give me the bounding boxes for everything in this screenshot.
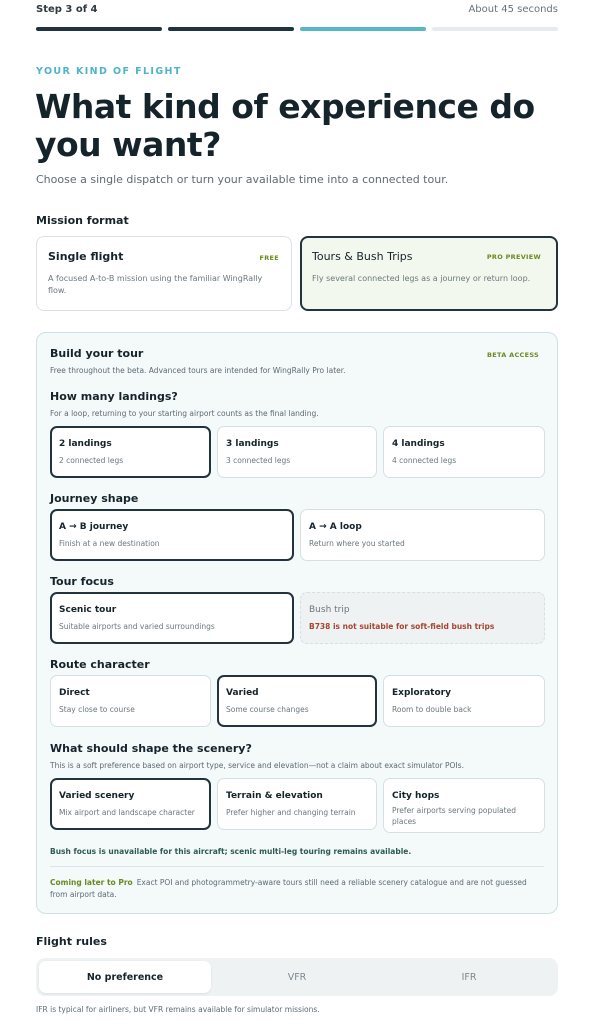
progress-bar — [36, 27, 558, 31]
scenery-title: What should shape the scenery? — [50, 742, 252, 755]
option-description: Suitable airports and varied surroundings — [59, 622, 215, 631]
progress-segment-2 — [168, 27, 294, 31]
route-option-exploratory[interactable] — [383, 675, 545, 727]
option-unavailable-reason: B738 is not suitable for soft-field bush trips — [309, 622, 495, 631]
scenery-option-terrain[interactable] — [217, 778, 377, 830]
landings-option-3[interactable] — [217, 426, 377, 478]
option-name: Bush trip — [309, 605, 350, 615]
option-name: 3 landings — [226, 439, 279, 449]
option-name: Scenic tour — [59, 605, 117, 615]
progress-segment-3 — [300, 27, 426, 31]
page-subtitle: Choose a single dispatch or turn your available time into a connected tour. — [36, 173, 449, 186]
landings-note: For a loop, returning to your starting airport counts as the final landing. — [50, 409, 319, 418]
flight-rule-ifr[interactable]: IFR — [461, 971, 477, 983]
step-label: Step 3 of 4 — [36, 4, 98, 15]
journey-shape-title: Journey shape — [50, 492, 139, 505]
coming-later-tag: Coming later to Pro — [50, 878, 133, 887]
coming-later-note — [50, 877, 545, 901]
option-description: Prefer higher and changing terrain — [226, 808, 356, 817]
landings-option-4[interactable] — [383, 426, 545, 478]
option-name: A → A loop — [309, 522, 362, 532]
scenery-note: This is a soft preference based on airport type, service and elevation—not a claim about exact simulator POIs. — [50, 761, 464, 770]
route-character-title: Route character — [50, 658, 150, 671]
option-name: City hops — [392, 791, 440, 801]
option-name: A → B journey — [59, 522, 129, 532]
flight-rules-footnote: IFR is typical for airliners, but VFR remains available for simulator missions. — [36, 1005, 320, 1014]
option-name: 4 landings — [392, 439, 445, 449]
route-option-direct[interactable] — [50, 675, 211, 727]
bush-unavailable-warning: Bush focus is unavailable for this aircraft; scenic multi-leg touring remains available. — [50, 847, 412, 856]
build-tour-title: Build your tour — [50, 347, 144, 360]
pro-preview-badge: PRO PREVIEW — [486, 253, 541, 261]
flight-rules-segmented-control — [36, 958, 558, 996]
option-description: Prefer airports serving populated places — [392, 806, 516, 826]
option-name: Direct — [59, 688, 90, 698]
format-name: Single flight — [48, 250, 124, 263]
option-description: 3 connected legs — [226, 456, 291, 465]
mission-format-title: Mission format — [36, 214, 129, 227]
option-description: Finish at a new destination — [59, 539, 160, 548]
option-description: Some course changes — [226, 705, 309, 714]
option-description: Return where you started — [309, 539, 405, 548]
eyebrow-label: YOUR KIND OF FLIGHT — [36, 66, 182, 77]
progress-segment-1 — [36, 27, 162, 31]
format-name: Tours & Bush Trips — [312, 250, 413, 263]
format-description: Fly several connected legs as a journey or return loop. — [312, 274, 531, 283]
shape-option-loop[interactable] — [300, 509, 545, 561]
option-name: 2 landings — [59, 439, 112, 449]
landings-option-2[interactable] — [50, 426, 211, 478]
format-description: A focused A-to-B mission using the familiar WingRally flow. — [48, 274, 263, 295]
beta-access-badge: BETA ACCESS — [487, 351, 539, 359]
flight-rule-no-preference[interactable]: No preference — [39, 961, 211, 993]
progress-header — [36, 4, 558, 18]
option-description: Stay close to course — [59, 705, 135, 714]
option-name: Exploratory — [392, 688, 451, 698]
option-name: Varied scenery — [59, 791, 135, 801]
build-tour-panel — [36, 332, 558, 914]
tour-focus-title: Tour focus — [50, 575, 114, 588]
focus-option-scenic[interactable] — [50, 592, 294, 644]
flight-rule-vfr[interactable]: VFR — [287, 971, 307, 983]
page-title: What kind of experience do you want? — [35, 87, 535, 164]
option-description: Room to double back — [392, 705, 472, 714]
build-tour-note: Free throughout the beta. Advanced tours are intended for WingRally Pro later. — [50, 366, 346, 375]
format-single-flight[interactable] — [36, 236, 292, 311]
option-name: Terrain & elevation — [226, 791, 323, 801]
option-name: Varied — [226, 688, 259, 698]
option-description: 2 connected legs — [59, 456, 124, 465]
option-description: Mix airport and landscape character — [59, 808, 195, 817]
format-tours-bush-trips[interactable] — [300, 236, 558, 311]
divider — [50, 866, 544, 867]
flight-rules-title: Flight rules — [36, 935, 107, 948]
scenery-option-city-hops[interactable] — [383, 778, 545, 833]
option-description: 4 connected legs — [392, 456, 457, 465]
route-option-varied[interactable] — [217, 675, 377, 727]
focus-option-bush-trip — [300, 592, 545, 644]
shape-option-a-to-b[interactable] — [50, 509, 294, 561]
landings-title: How many landings? — [50, 390, 178, 403]
eta-label: About 45 seconds — [468, 4, 558, 15]
free-badge: FREE — [259, 254, 279, 262]
coming-later-text: Exact POI and photogrammetry-aware tours still need a reliable scenery catalogue and are not guessed from airport data. — [50, 878, 527, 899]
progress-segment-4 — [432, 27, 558, 31]
scenery-option-varied[interactable] — [50, 778, 211, 830]
